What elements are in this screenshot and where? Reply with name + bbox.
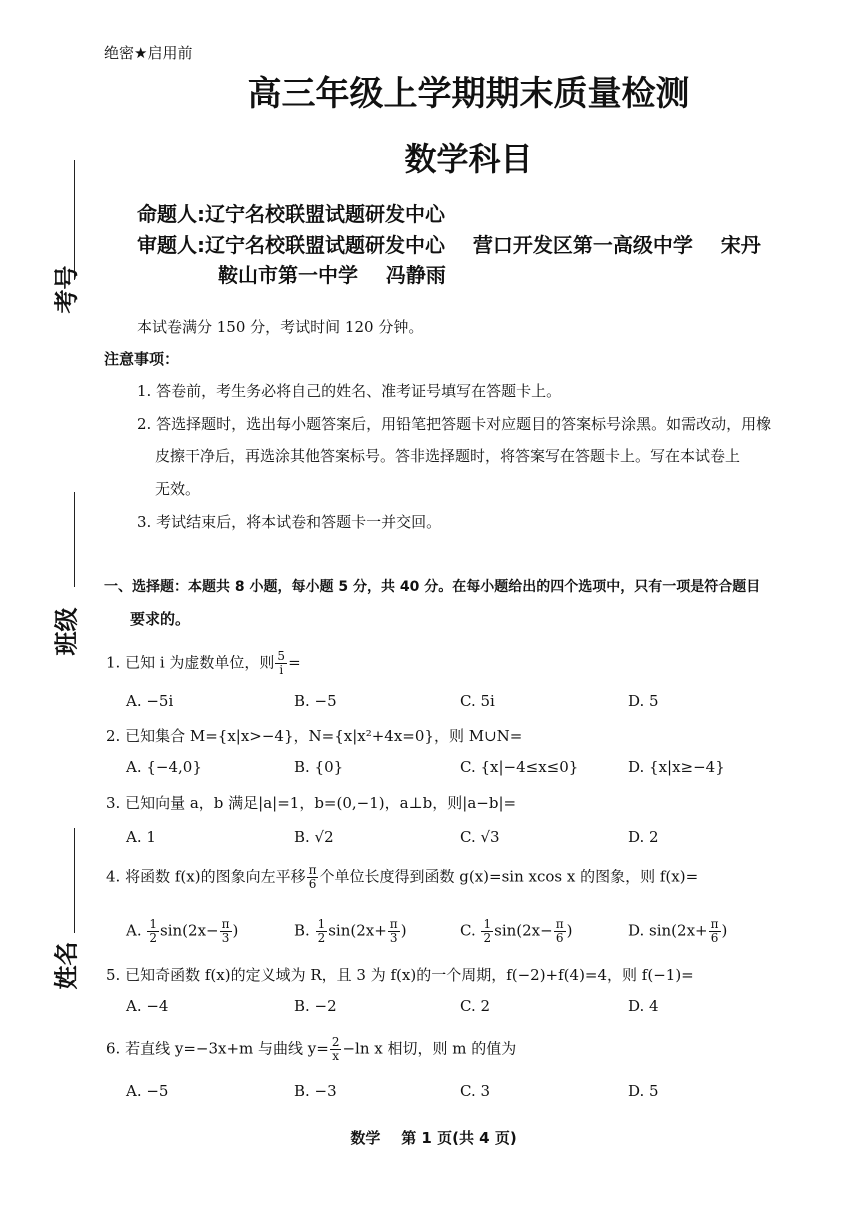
name-label: 姓名: [52, 941, 81, 990]
q4a-frac: [220, 918, 232, 945]
section-heading: 一、选择题：本题共 8 小题，每小题 5 分，共 40 分。在每小题给出的四个选项中，只有一项是符合题目: [104, 579, 761, 595]
question-3-stem: 3. 已知向量 a，b 满足|a|=1，b=(0,−1)，a⊥b，则|a−b|=: [106, 794, 517, 812]
q5-option-d[interactable]: D. 4: [628, 997, 659, 1015]
q4d-mid: sin(2x+: [649, 921, 708, 940]
q4a-letter: A.: [126, 921, 147, 940]
q4a-post: ): [232, 921, 239, 940]
class-line: [74, 492, 75, 587]
q1-option-b[interactable]: B. −5: [294, 692, 337, 710]
q6-option-c[interactable]: C. 3: [460, 1082, 491, 1100]
question-2-stem: 2. 已知集合 M={x|x>−4}，N={x|x²+4x=0}，则 M∪N=: [106, 727, 523, 745]
exam-no-label: 考号: [52, 265, 81, 314]
q4b-mid: sin(2x+: [328, 921, 387, 940]
q4a-coef-den: 2: [149, 931, 158, 946]
q4c-post: ): [566, 921, 573, 940]
notice-3: 3. 考试结束后，将本试卷和答题卡一并交回。: [137, 513, 442, 531]
q1-frac-den: i: [279, 663, 284, 678]
q4-option-b[interactable]: [294, 918, 407, 945]
score-info: 本试卷满分 150 分，考试时间 120 分钟。: [137, 318, 424, 336]
q5-option-c[interactable]: C. 2: [460, 997, 491, 1015]
q4-frac-num: π: [308, 863, 317, 877]
q4b-frac-num: π: [389, 917, 398, 931]
q4d-letter: D.: [628, 921, 650, 940]
q6-stem-end: −ln x 相切，则 m 的值为: [342, 1039, 517, 1058]
q4b-coef-den: 2: [317, 931, 326, 946]
q4c-frac-num: π: [555, 917, 564, 931]
q4d-frac: [709, 918, 721, 945]
q4-option-a[interactable]: [126, 918, 238, 945]
q5-option-b[interactable]: B. −2: [294, 997, 337, 1015]
q1-option-d[interactable]: D. 5: [628, 692, 659, 710]
q4c-frac: [554, 918, 566, 945]
q4b-coef: [316, 918, 328, 945]
q1-stem-text: 1. 已知 i 为虚数单位，则: [106, 653, 275, 672]
q2-option-d[interactable]: D. {x|x≥−4}: [628, 758, 725, 776]
q4d-frac-num: π: [710, 917, 719, 931]
q1-fraction: [275, 650, 287, 677]
notice-1: 1. 答卷前，考生务必将自己的姓名、准考证号填写在答题卡上。: [137, 382, 562, 400]
reviewer-text: 辽宁名校联盟试题研发中心 营口开发区第一高级中学 宋丹: [205, 233, 761, 257]
q4b-coef-num: 1: [317, 917, 326, 931]
setter-label: 命题人:: [137, 202, 205, 226]
q4b-post: ): [400, 921, 407, 940]
q6-option-d[interactable]: D. 5: [628, 1082, 659, 1100]
setter-line: [137, 198, 445, 227]
q4c-letter: C.: [460, 921, 481, 940]
q2-option-a[interactable]: A. {−4,0}: [126, 758, 202, 776]
reviewer-line-2: 鞍山市第一中学 冯静雨: [218, 263, 446, 287]
question-1-stem: [106, 650, 301, 677]
q5-option-a[interactable]: A. −4: [126, 997, 169, 1015]
q6-frac-num: 2: [331, 1035, 340, 1049]
q4c-frac-den: 6: [555, 931, 564, 946]
exam-no-line: [74, 160, 75, 280]
reviewer-label: 审题人:: [137, 233, 205, 257]
notice-2-cont: 皮擦干净后，再选涂其他答案标号。答非选择题时，将答案写在答题卡上。写在本试卷上: [155, 447, 741, 465]
q3-option-a[interactable]: A. 1: [126, 828, 156, 846]
q4d-frac-den: 6: [710, 931, 719, 946]
q4c-coef: [481, 918, 493, 945]
q4a-mid: sin(2x−: [160, 921, 219, 940]
q1-option-a[interactable]: A. −5i: [126, 692, 174, 710]
setter-text: 辽宁名校联盟试题研发中心: [205, 202, 445, 226]
notice-2: 2. 答选择题时，选出每小题答案后，用铅笔把答题卡对应题目的答案标号涂黑。如需改动，用橡: [137, 415, 772, 433]
q3-option-d[interactable]: D. 2: [628, 828, 659, 846]
q4c-mid: sin(2x−: [494, 921, 553, 940]
q6-stem-text: 6. 若直线 y=−3x+m 与曲线 y=: [106, 1039, 329, 1058]
q4-frac-den: 6: [308, 877, 317, 892]
subject-title: 数学科目: [404, 140, 533, 178]
q4b-frac: [388, 918, 400, 945]
page-footer: 数学 第 1 页(共 4 页): [350, 1129, 517, 1147]
q3-option-b[interactable]: B. √2: [294, 828, 334, 846]
question-6-stem: [106, 1036, 516, 1063]
q3-option-c[interactable]: C. √3: [460, 828, 500, 846]
q4a-frac-den: 3: [221, 931, 230, 946]
q4-fraction: [307, 864, 319, 891]
confidential-label: 绝密★启用前: [104, 44, 193, 62]
q4a-frac-num: π: [221, 917, 230, 931]
notice-title: 注意事项：: [104, 350, 180, 368]
class-label: 班级: [52, 607, 81, 656]
q4c-coef-num: 1: [483, 917, 492, 931]
q4-stem-text: 4. 将函数 f(x)的图象向左平移: [106, 867, 306, 886]
q6-option-a[interactable]: A. −5: [126, 1082, 169, 1100]
question-5-stem: 5. 已知奇函数 f(x)的定义域为 R，且 3 为 f(x)的一个周期，f(−2)+f(4)=4，则 f(−1)=: [106, 966, 694, 984]
reviewer-line: [137, 229, 761, 258]
q2-option-b[interactable]: B. {0}: [294, 758, 344, 776]
exam-title: 高三年级上学期期末质量检测: [247, 74, 690, 114]
q1-stem-end: =: [288, 653, 301, 672]
q4a-coef: [147, 918, 159, 945]
q4-option-d[interactable]: [628, 918, 727, 945]
question-4-stem: [106, 864, 698, 891]
section-heading-cont: 要求的。: [130, 610, 191, 628]
q2-option-c[interactable]: C. {x|−4≤x≤0}: [460, 758, 579, 776]
q4-option-c[interactable]: [460, 918, 572, 945]
q6-option-b[interactable]: B. −3: [294, 1082, 337, 1100]
q4b-letter: B.: [294, 921, 315, 940]
q6-fraction: [330, 1036, 342, 1063]
name-line: [74, 828, 75, 933]
q4a-coef-num: 1: [149, 917, 158, 931]
q4d-post: ): [721, 921, 728, 940]
q4c-coef-den: 2: [483, 931, 492, 946]
q1-option-c[interactable]: C. 5i: [460, 692, 495, 710]
q6-frac-den: x: [332, 1049, 340, 1064]
q1-frac-num: 5: [277, 649, 286, 663]
q4-stem-end: 个单位长度得到函数 g(x)=sin xcos x 的图象，则 f(x)=: [319, 867, 699, 886]
notice-2-cont-2: 无效。: [155, 480, 201, 498]
q4b-frac-den: 3: [389, 931, 398, 946]
